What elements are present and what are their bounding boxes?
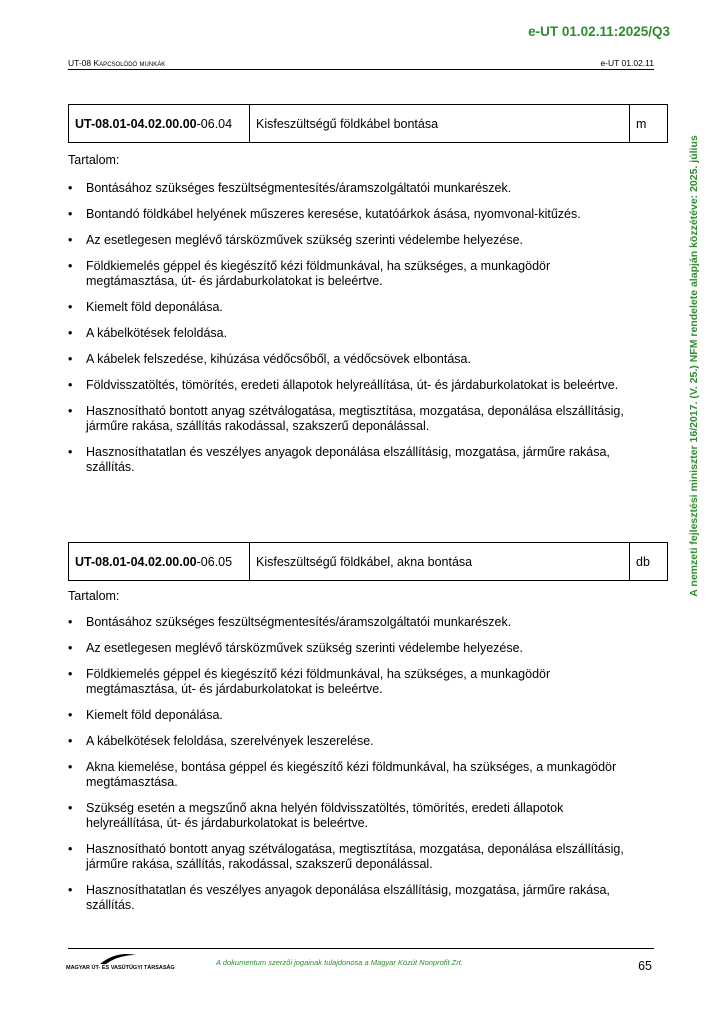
- list-item: • Szükség esetén a megszűnő akna helyén földvisszatöltés, tömörítés, eredeti állapotok helyreállítása, út- és járdaburkolatokat is beleértve.: [68, 801, 628, 831]
- document-code: e-UT 01.02.11:2025/Q3: [528, 24, 670, 39]
- list-item: • Az esetlegesen meglévő társközművek szükség szerinti védelembe helyezése.: [68, 641, 628, 656]
- item-table-06-04: [68, 104, 668, 143]
- page-number: 65: [638, 959, 652, 973]
- list-item: • Hasznosíthatatlan és veszélyes anyagok deponálása elszállításig, mozgatása, járműre rakása, szállítás.: [68, 445, 628, 475]
- item-code-main: UT-08.01-04.02.00.00: [75, 554, 197, 569]
- list-item: • Hasznosítható bontott anyag szétválogatása, megtisztítása, mozgatása, deponálása elszállításig, járműre rakása, szállítás rakodással, szakszerű deponálással.: [68, 404, 628, 434]
- road-swoosh-icon: [98, 951, 138, 965]
- footer-rule: [68, 948, 654, 949]
- side-note-text: A nemzeti fejlesztési miniszter 16/2017. (V. 25.) NFM rendelete alapján közzétéve: 2025. július: [688, 135, 700, 597]
- header-chapter-code: UT-08: [68, 58, 94, 68]
- list-item: • Földkiemelés géppel és kiegészítő kézi földmunkával, ha szükséges, a munkagödör megtámasztása, út- és járdaburkolatokat is beleértve.: [68, 259, 628, 289]
- organization-logo: [66, 951, 176, 977]
- list-item: • A kábelkötések feloldása.: [68, 326, 628, 341]
- item-code: [69, 543, 250, 581]
- item-row: [69, 105, 668, 143]
- header-rule: [68, 69, 654, 70]
- list-item: • Hasznosítható bontott anyag szétválogatása, megtisztítása, mozgatása, deponálása elszállításig, járműre rakása, szállítás, rakodással, szakszerű deponálással.: [68, 842, 628, 872]
- side-publication-note: [684, 96, 704, 636]
- contents-label: Tartalom:: [68, 153, 120, 167]
- logo-text: MAGYAR ÚT- ÉS VASÚTÜGYI TÁRSASÁG: [66, 965, 175, 971]
- item-title: Kisfeszültségű földkábel bontása: [250, 105, 630, 143]
- list-item: • Földkiemelés géppel és kiegészítő kézi földmunkával, ha szükséges, a munkagödör megtámasztása, út- és járdaburkolatokat is beleértve.: [68, 667, 628, 697]
- list-item: • Az esetlegesen meglévő társközművek szükség szerinti védelembe helyezése.: [68, 233, 628, 248]
- contents-list-06-05: [68, 615, 628, 924]
- running-header-right: e-UT 01.02.11: [600, 58, 654, 68]
- list-item: • Akna kiemelése, bontása géppel és kiegészítő kézi földmunkával, ha szükséges, a munkagödör megtámasztása.: [68, 760, 628, 790]
- list-item: • Bontásához szükséges feszültségmentesítés/áramszolgáltatói munkarészek.: [68, 181, 628, 196]
- item-code-suffix: -06.05: [196, 554, 233, 569]
- running-header-left: [68, 58, 165, 68]
- list-item: • Kiemelt föld deponálása.: [68, 708, 628, 723]
- item-code-main: UT-08.01-04.02.00.00: [75, 116, 197, 131]
- list-item: • Földvisszatöltés, tömörítés, eredeti állapotok helyreállítása, út- és járdaburkolatokat is beleértve.: [68, 378, 628, 393]
- header-chapter-title: Kapcsolódó munkák: [93, 58, 166, 68]
- list-item: • A kábelek felszedése, kihúzása védőcsőből, a védőcsövek elbontása.: [68, 352, 628, 367]
- item-code: [69, 105, 250, 143]
- item-title: Kisfeszültségű földkábel, akna bontása: [250, 543, 630, 581]
- list-item: • Hasznosíthatatlan és veszélyes anyagok deponálása elszállításig, mozgatása, járműre rakása, szállítás.: [68, 883, 628, 913]
- item-row: [69, 543, 668, 581]
- contents-list-06-04: [68, 181, 628, 486]
- list-item: • Bontásához szükséges feszültségmentesítés/áramszolgáltatói munkarészek.: [68, 615, 628, 630]
- item-unit: db: [630, 543, 668, 581]
- contents-label: Tartalom:: [68, 589, 120, 603]
- item-code-suffix: -06.04: [196, 116, 233, 131]
- list-item: • Bontandó földkábel helyének műszeres keresése, kutatóárkok ásása, nyomvonal-kitűzés.: [68, 207, 628, 222]
- list-item: • A kábelkötések feloldása, szerelvények leszerelése.: [68, 734, 628, 749]
- item-table-06-05: [68, 542, 668, 581]
- item-unit: m: [630, 105, 668, 143]
- copyright-notice: A dokumentum szerzői jogainak tulajdonosa a Magyar Közút Nonprofit Zrt.: [216, 958, 463, 967]
- list-item: • Kiemelt föld deponálása.: [68, 300, 628, 315]
